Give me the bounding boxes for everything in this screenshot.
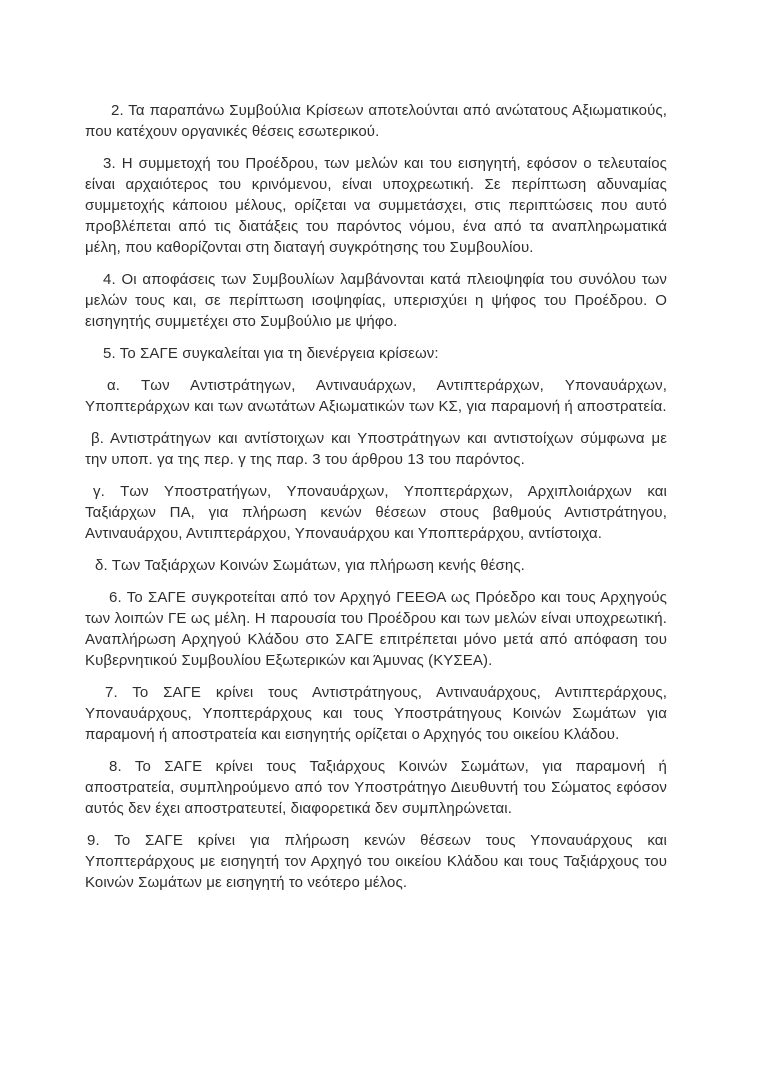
paragraph: 4. Οι αποφάσεις των Συμβουλίων λαμβάνονται κατά πλειοψηφία του συνόλου των μελών τους και, σε περίπτωση ισοψηφίας, υπερισχύει η ψήφος του Προέδρου. Ο εισηγητής συμμετέχει στο Συμβούλιο με ψήφο. [85,271,667,330]
paragraph: α. Των Αντιστράτηγων, Αντιναυάρχων, Αντιπτεράρχων, Υποναυάρχων, Υποπτεράρχων και των ανωτάτων Αξιωματικών των ΚΣ, για παραμονή ή αποστρατεία. [85,377,667,415]
paragraph: 9. Το ΣΑΓΕ κρίνει για πλήρωση κενών θέσεων τους Υποναυάρχους και Υποπτεράρχους με εισηγητή τον Αρχηγό του οικείου Κλάδου και τους Ταξιάρχους του Κοινών Σωμάτων με εισηγητή το νεότερο μέλος. [85,832,667,891]
paragraph: γ. Των Υποστρατήγων, Υποναυάρχων, Υποπτεράρχων, Αρχιπλοιάρχων και Ταξιάρχων ΠΑ, για πλήρωση κενών θέσεων στους βαθμούς Αντιστράτηγου, Αντιναυάρχου, Αντιπτεράρχου, Υποναυάρχου και Υποπτεράρχου, αντίστοιχα. [85,483,667,542]
paragraph: β. Αντιστράτηγων και αντίστοιχων και Υποστράτηγων και αντιστοίχων σύμφωνα με την υποπ. γα της περ. γ της παρ. 3 του άρθρου 13 του παρόντος. [85,430,667,468]
paragraph: 8. Το ΣΑΓΕ κρίνει τους Ταξιάρχους Κοινών Σωμάτων, για παραμονή ή αποστρατεία, συμπληρούμενο από τον Υποστράτηγο Διευθυντή του Σώματος εφόσον αυτός δεν έχει αποστρατευτεί, διαφορετικά δεν συμπληρώνεται. [85,758,667,817]
paragraph: 2. Τα παραπάνω Συμβούλια Κρίσεων αποτελούνται από ανώτατους Αξιωματικούς, που κατέχουν οργανικές θέσεις εσωτερικού. [85,102,667,140]
paragraph: 7. Το ΣΑΓΕ κρίνει τους Αντιστράτηγους, Αντιναυάρχους, Αντιπτεράρχους, Υποναυάρχους, Υποπτεράρχους και τους Υποστράτηγους Κοινών Σωμάτων για παραμονή ή αποστρατεία και εισηγητής ορίζεται ο Αρχηγός του οικείου Κλάδου. [85,684,667,743]
paragraph: 6. Το ΣΑΓΕ συγκροτείται από τον Αρχηγό ΓΕΕΘΑ ως Πρόεδρο και τους Αρχηγούς των λοιπών ΓΕ ως μέλη. Η παρουσία του Προέδρου και των μελών είναι υποχρεωτική. Αναπλήρωση Αρχηγού Κλάδου στο ΣΑΓΕ επιτρέπεται μόνο μετά από απόφαση του Κυβερνητικού Συμβουλίου Εξωτερικών και Άμυνας (ΚΥΣΕΑ). [85,589,667,669]
paragraph: 3. Η συμμετοχή του Προέδρου, των μελών και του εισηγητή, εφόσον ο τελευταίος είναι αρχαιότερος του κρινόμενου, είναι υποχρεωτική. Σε περίπτωση αδυναμίας συμμετοχής κάποιου μέλους, ορίζεται να συμμετάσχει, στις περιπτώσεις που αυτό προβλέπεται από τις διατάξεις του παρόντος νόμου, ένα από τα αναπληρωματικά μέλη, που καθορίζονται στη διαταγή συγκρότησης του Συμβουλίου. [85,155,667,256]
paragraph: δ. Των Ταξιάρχων Κοινών Σωμάτων, για πλήρωση κενής θέσης. [95,557,525,574]
document-body [85,100,667,893]
paragraph: 5. Το ΣΑΓΕ συγκαλείται για τη διενέργεια κρίσεων: [103,345,439,362]
